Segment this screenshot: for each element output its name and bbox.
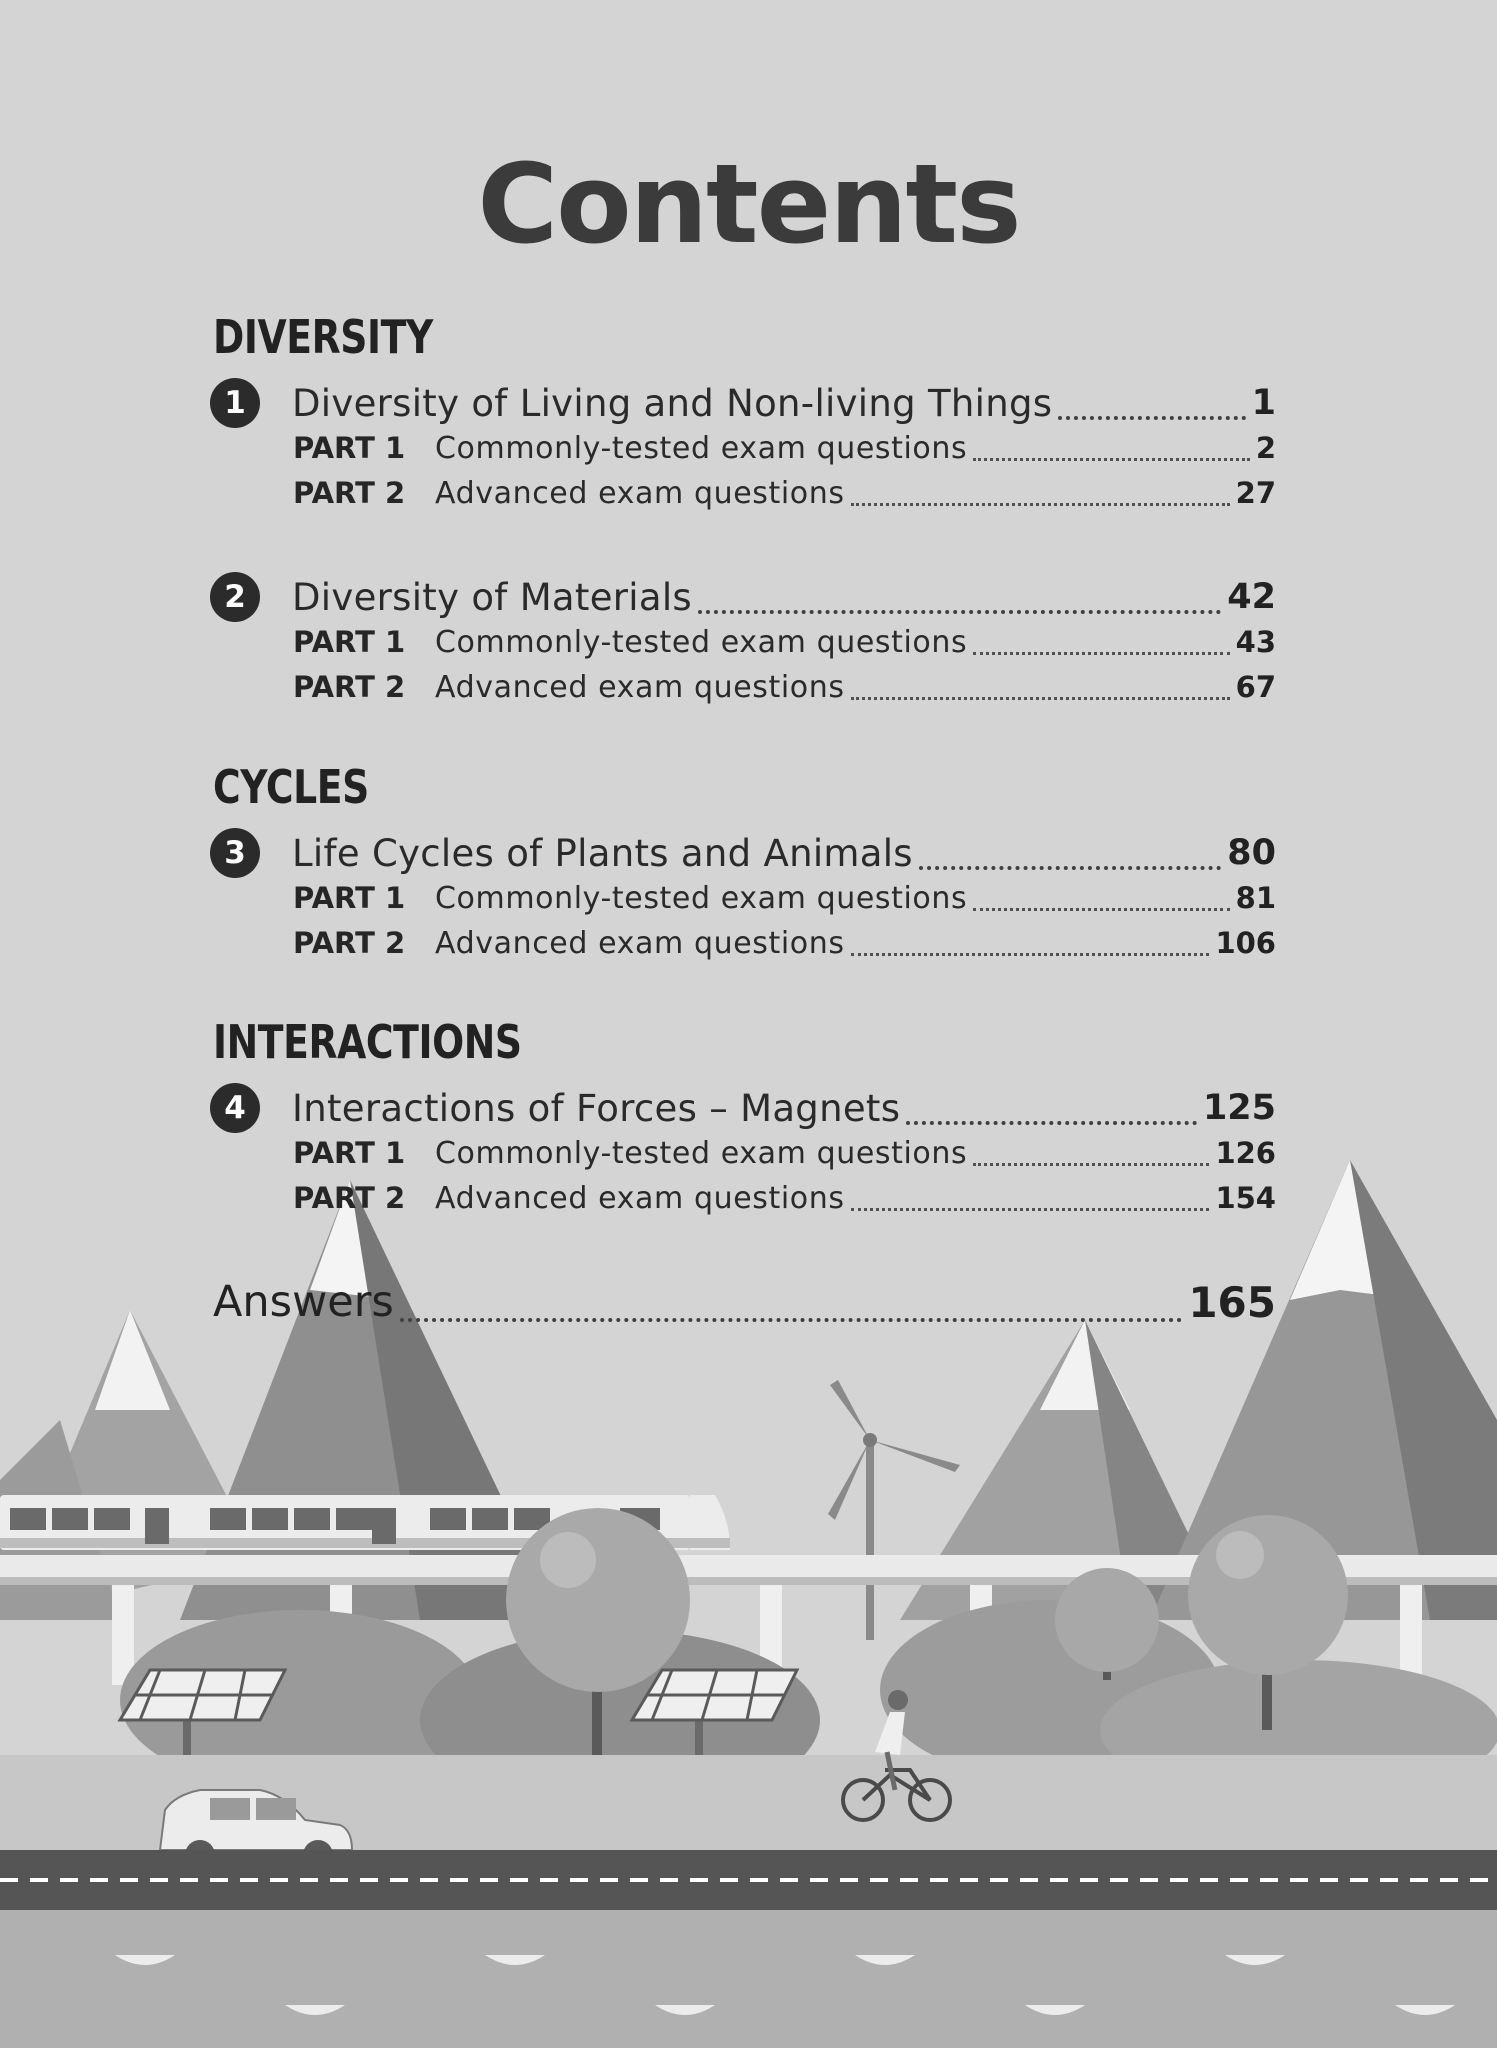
dot-leader [973, 882, 1229, 911]
toc-answers[interactable] [213, 1272, 1276, 1332]
part-label: PART 1 [293, 625, 406, 659]
dot-leader [851, 671, 1230, 700]
part-label: PART 2 [293, 476, 406, 510]
part-label: PART 1 [293, 881, 406, 915]
chapter-number-badge: 2 [210, 572, 260, 622]
part-page-number: 2 [1255, 431, 1276, 465]
chapter-title: Diversity of Living and Non-living Things [292, 381, 1053, 425]
part-title: Advanced exam questions [435, 475, 845, 511]
part-label: PART 2 [293, 926, 406, 960]
dot-leader [919, 832, 1221, 870]
chapter-page-number: 1 [1251, 383, 1276, 423]
toc-chapter-2[interactable] [210, 572, 1276, 762]
part-row[interactable] [293, 428, 1276, 468]
part-row[interactable] [293, 923, 1276, 963]
part-page-number: 81 [1235, 881, 1276, 915]
chapter-row[interactable] [210, 1083, 1276, 1133]
chapter-title: Diversity of Materials [292, 575, 692, 619]
part-title: Commonly-tested exam questions [435, 1135, 968, 1171]
chapter-page-number: 42 [1227, 577, 1276, 617]
dot-leader [851, 927, 1210, 956]
part-row[interactable] [293, 473, 1276, 513]
dot-leader [1058, 382, 1245, 420]
part-title: Advanced exam questions [435, 1180, 845, 1216]
section-heading-interactions: INTERACTIONS [213, 1015, 522, 1069]
part-label: PART 1 [293, 431, 406, 465]
page-title: Contents [477, 140, 1020, 268]
answers-page-number: 165 [1188, 1277, 1276, 1327]
toc-chapter-1[interactable] [210, 378, 1276, 568]
part-page-number: 67 [1235, 670, 1276, 704]
dot-leader [973, 432, 1250, 461]
part-page-number: 106 [1215, 926, 1276, 960]
dot-leader [906, 1087, 1197, 1125]
part-row[interactable] [293, 622, 1276, 662]
dot-leader [698, 576, 1221, 614]
dot-leader [851, 477, 1230, 506]
part-title: Advanced exam questions [435, 925, 845, 961]
dot-leader [400, 1278, 1183, 1322]
part-row[interactable] [293, 878, 1276, 918]
dot-leader [851, 1182, 1210, 1211]
chapter-number-badge: 1 [210, 378, 260, 428]
part-title: Commonly-tested exam questions [435, 624, 968, 660]
chapter-page-number: 125 [1202, 1088, 1276, 1128]
toc-chapter-3[interactable] [210, 828, 1276, 1018]
answers-title: Answers [213, 1277, 394, 1327]
toc-chapter-4[interactable] [210, 1083, 1276, 1273]
dot-leader [973, 1137, 1209, 1166]
chapter-row[interactable] [210, 828, 1276, 878]
section-heading-cycles: CYCLES [213, 760, 369, 814]
part-page-number: 154 [1215, 1181, 1276, 1215]
chapter-number-badge: 4 [210, 1083, 260, 1133]
part-page-number: 126 [1215, 1136, 1276, 1170]
chapter-title: Life Cycles of Plants and Animals [292, 831, 913, 875]
part-label: PART 2 [293, 670, 406, 704]
part-title: Advanced exam questions [435, 669, 845, 705]
chapter-title: Interactions of Forces – Magnets [292, 1086, 901, 1130]
part-label: PART 2 [293, 1181, 406, 1215]
chapter-number-badge: 3 [210, 828, 260, 878]
part-label: PART 1 [293, 1136, 406, 1170]
chapter-page-number: 80 [1227, 833, 1276, 873]
section-heading-diversity: DIVERSITY [213, 310, 433, 364]
part-title: Commonly-tested exam questions [435, 880, 968, 916]
part-title: Commonly-tested exam questions [435, 430, 968, 466]
part-page-number: 43 [1235, 625, 1276, 659]
part-page-number: 27 [1235, 476, 1276, 510]
part-row[interactable] [293, 1133, 1276, 1173]
part-row[interactable] [293, 667, 1276, 707]
chapter-row[interactable] [210, 378, 1276, 428]
dot-leader [973, 626, 1229, 655]
part-row[interactable] [293, 1178, 1276, 1218]
chapter-row[interactable] [210, 572, 1276, 622]
